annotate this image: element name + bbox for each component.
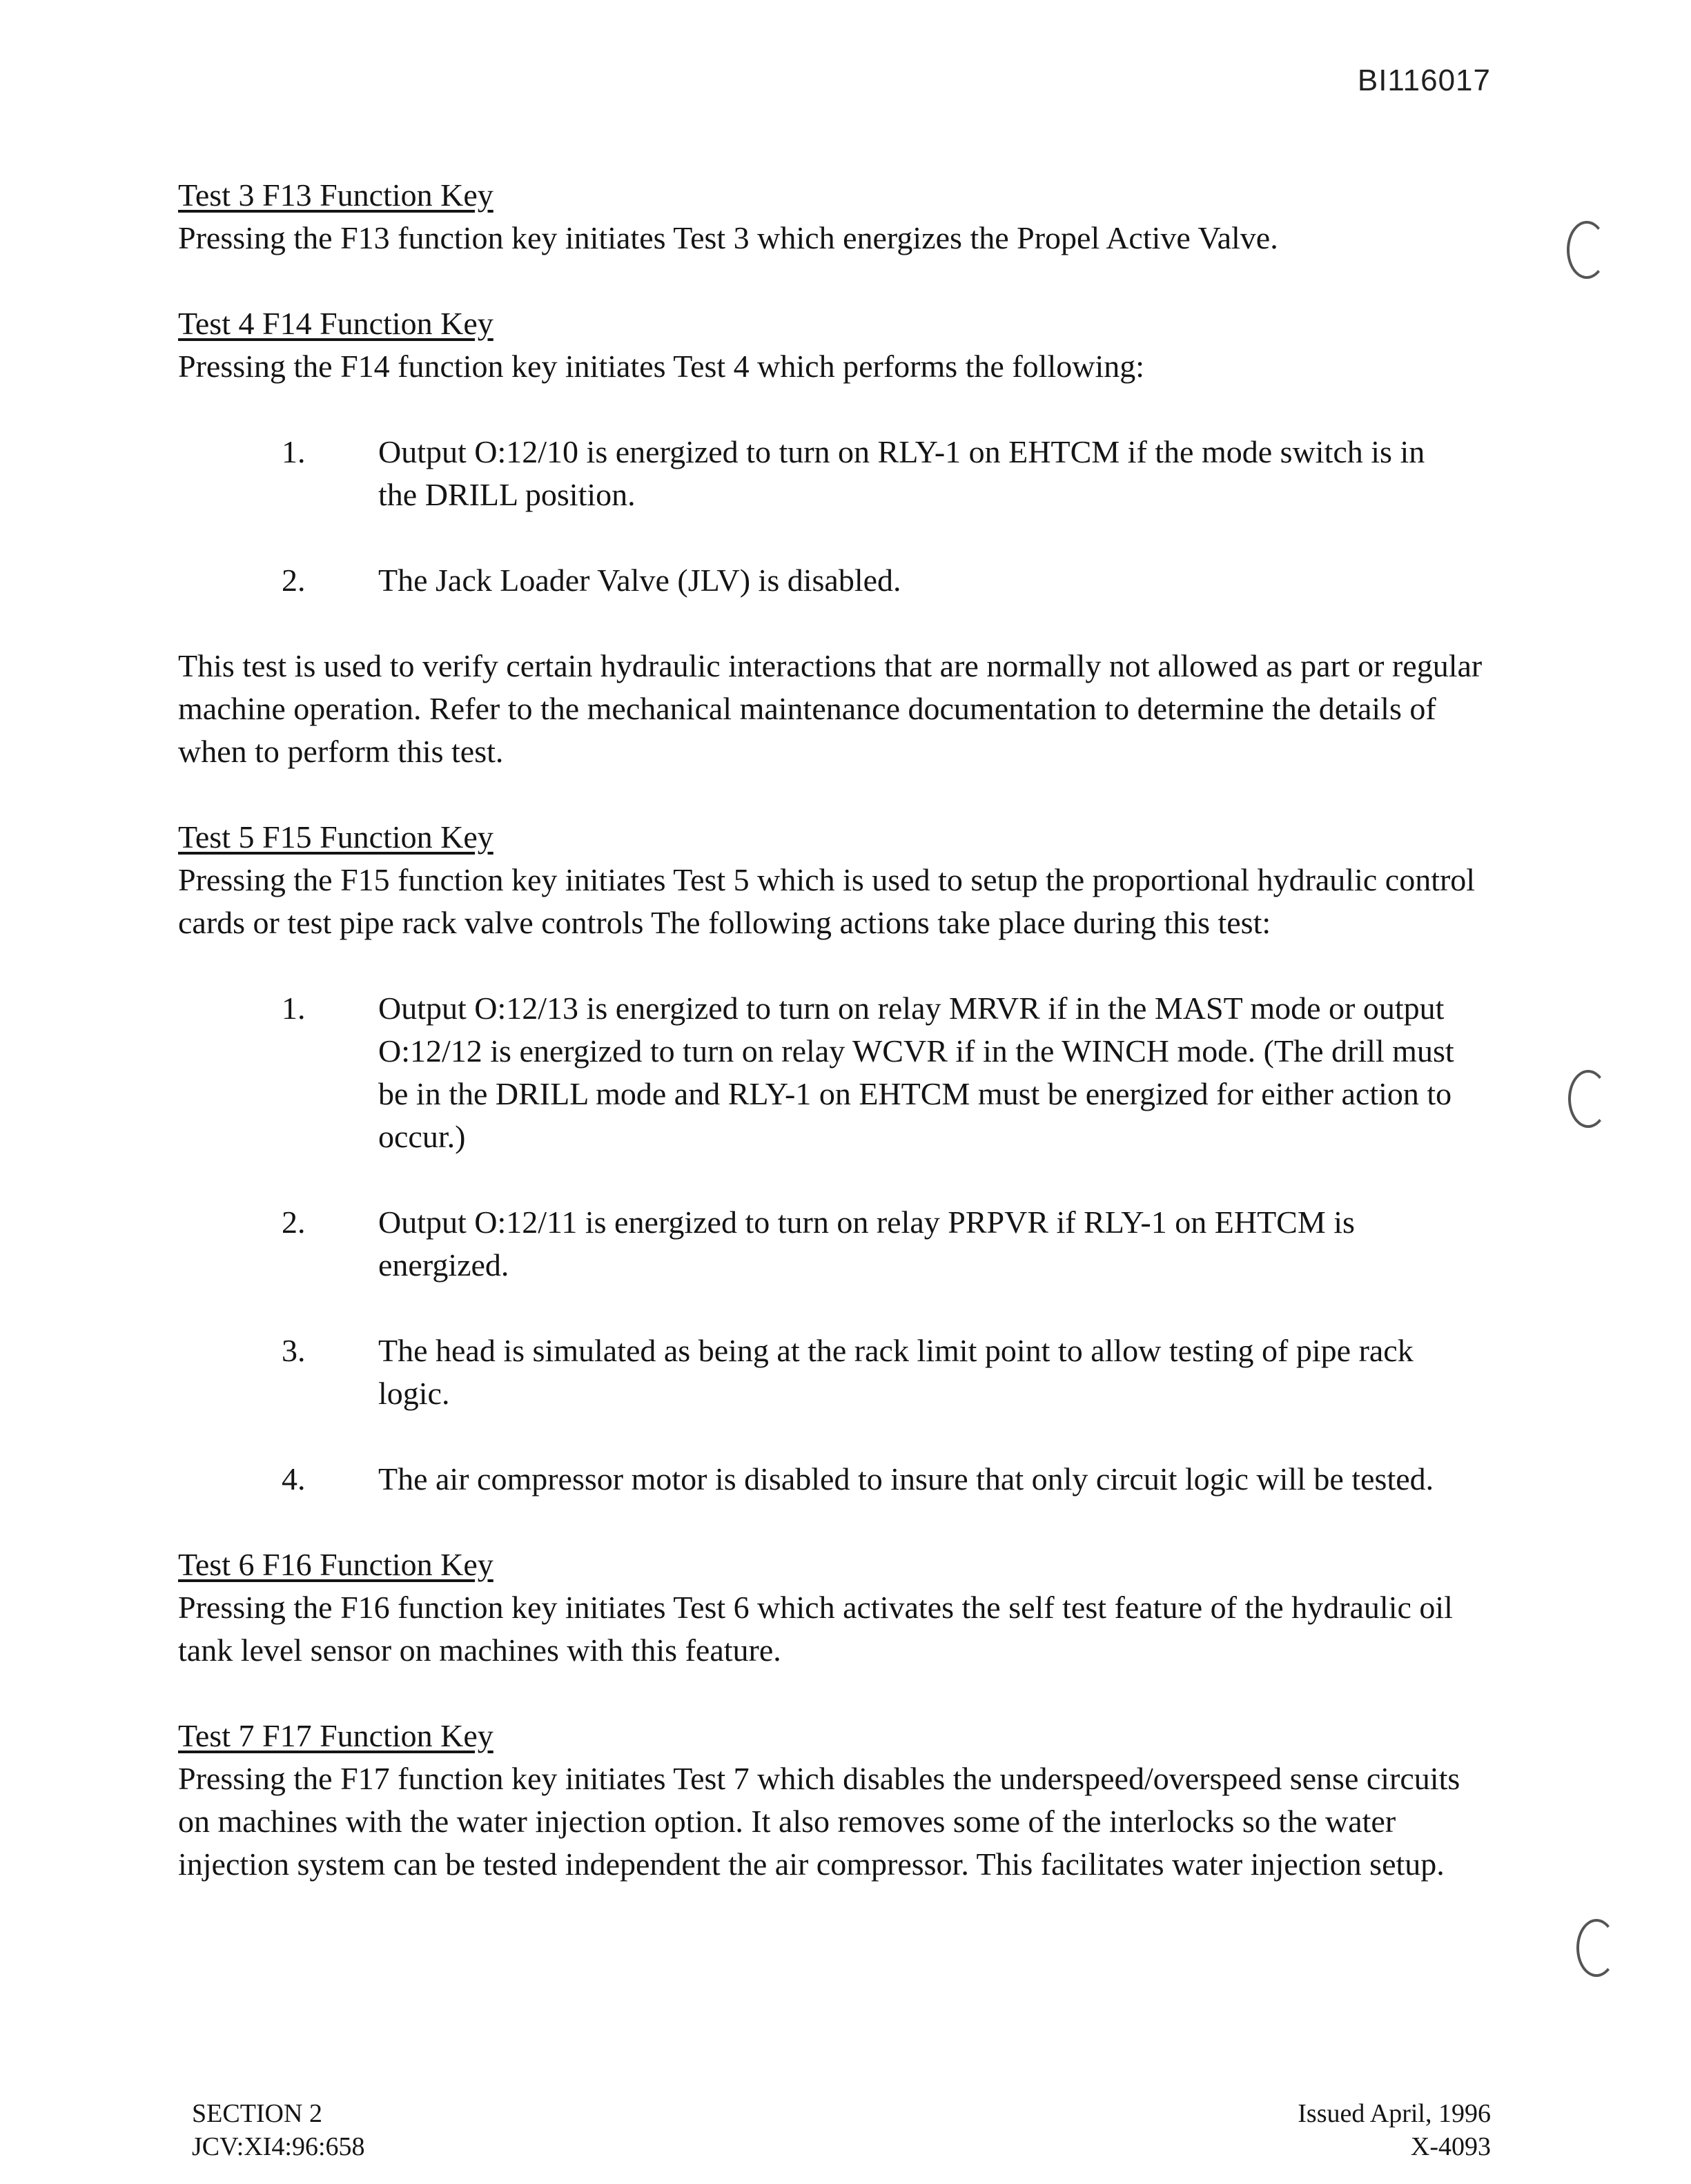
- binder-hole-mark: [1567, 221, 1607, 279]
- list-item: [178, 431, 1489, 516]
- list-item-number: 2.: [282, 563, 306, 598]
- binder-hole-mark: [1568, 1070, 1608, 1128]
- document-id: BI116017: [1357, 64, 1491, 97]
- list-item-text: The Jack Loader Valve (JLV) is disabled.: [378, 563, 901, 598]
- section-test-6: [178, 1543, 1489, 1672]
- section-test-7: [178, 1715, 1489, 1886]
- section-paragraph: Pressing the F14 function key initiates Test 4 which performs the following:: [178, 349, 1145, 384]
- list-item: [178, 987, 1489, 1158]
- list-item: [178, 1329, 1489, 1415]
- footer-section: SECTION 2: [192, 2099, 322, 2128]
- list-item: [178, 559, 1489, 602]
- section-heading: Test 5 F15 Function Key: [178, 819, 493, 855]
- list-item-text: The air compressor motor is disabled to insure that only circuit logic will be tested.: [378, 1461, 1434, 1496]
- footer-left: [192, 2097, 365, 2163]
- section-note: This test is used to verify certain hydraulic interactions that are normally not allowed as part or regular machine operation. Refer to the mechanical maintenance documentation to determine the details of when to perform this test.: [178, 648, 1483, 769]
- footer-doc-number: X-4093: [1410, 2132, 1491, 2161]
- section-paragraph: Pressing the F17 function key initiates Test 7 which disables the underspeed/overspeed sense circuits on machines with the water injection option. It also removes some of the interlocks so the water injection system can be tested independent the air compressor. This facilitates water injection setup.: [178, 1761, 1460, 1882]
- footer-issued-date: Issued April, 1996: [1298, 2099, 1491, 2128]
- numbered-list: [178, 431, 1489, 602]
- list-item-number: 1.: [282, 434, 306, 469]
- list-item-number: 4.: [282, 1461, 306, 1496]
- list-item: [178, 1458, 1489, 1501]
- footer-right: [1298, 2097, 1491, 2163]
- section-heading: Test 3 F13 Function Key: [178, 177, 493, 213]
- footer-code: JCV:XI4:96:658: [192, 2132, 365, 2161]
- numbered-list: [178, 987, 1489, 1501]
- list-item-text: Output O:12/10 is energized to turn on RLY-1 on EHTCM if the mode switch is in the DRILL position.: [378, 434, 1425, 512]
- list-item-number: 2.: [282, 1205, 306, 1240]
- section-test-4: [178, 302, 1489, 773]
- list-item-number: 1.: [282, 991, 306, 1026]
- list-item-number: 3.: [282, 1333, 306, 1368]
- section-paragraph: Pressing the F15 function key initiates Test 5 which is used to setup the proportional hydraulic control cards or test pipe rack valve controls The following actions take place during this test:: [178, 862, 1476, 940]
- section-heading: Test 4 F14 Function Key: [178, 306, 493, 341]
- binder-hole-mark: [1576, 1919, 1616, 1977]
- section-paragraph: Pressing the F13 function key initiates Test 3 which energizes the Propel Active Valve.: [178, 220, 1278, 255]
- section-heading: Test 6 F16 Function Key: [178, 1547, 493, 1582]
- list-item-text: Output O:12/11 is energized to turn on relay PRPVR if RLY-1 on EHTCM is energized.: [378, 1205, 1355, 1283]
- list-item: [178, 1201, 1489, 1287]
- section-heading: Test 7 F17 Function Key: [178, 1718, 493, 1753]
- list-item-text: Output O:12/13 is energized to turn on relay MRVR if in the MAST mode or output O:12/12 is energized to turn on relay WCVR if in the WINCH mode. (The drill must be in the DRILL mode and RLY-1 on EHTCM must be energized for either action to occur.): [378, 991, 1454, 1154]
- list-item-text: The head is simulated as being at the rack limit point to allow testing of pipe rack logic.: [378, 1333, 1414, 1411]
- document-body: [178, 174, 1489, 1929]
- section-test-3: [178, 174, 1489, 260]
- section-paragraph: Pressing the F16 function key initiates Test 6 which activates the self test feature of the hydraulic oil tank level sensor on machines with this feature.: [178, 1590, 1453, 1668]
- section-test-5: [178, 816, 1489, 1501]
